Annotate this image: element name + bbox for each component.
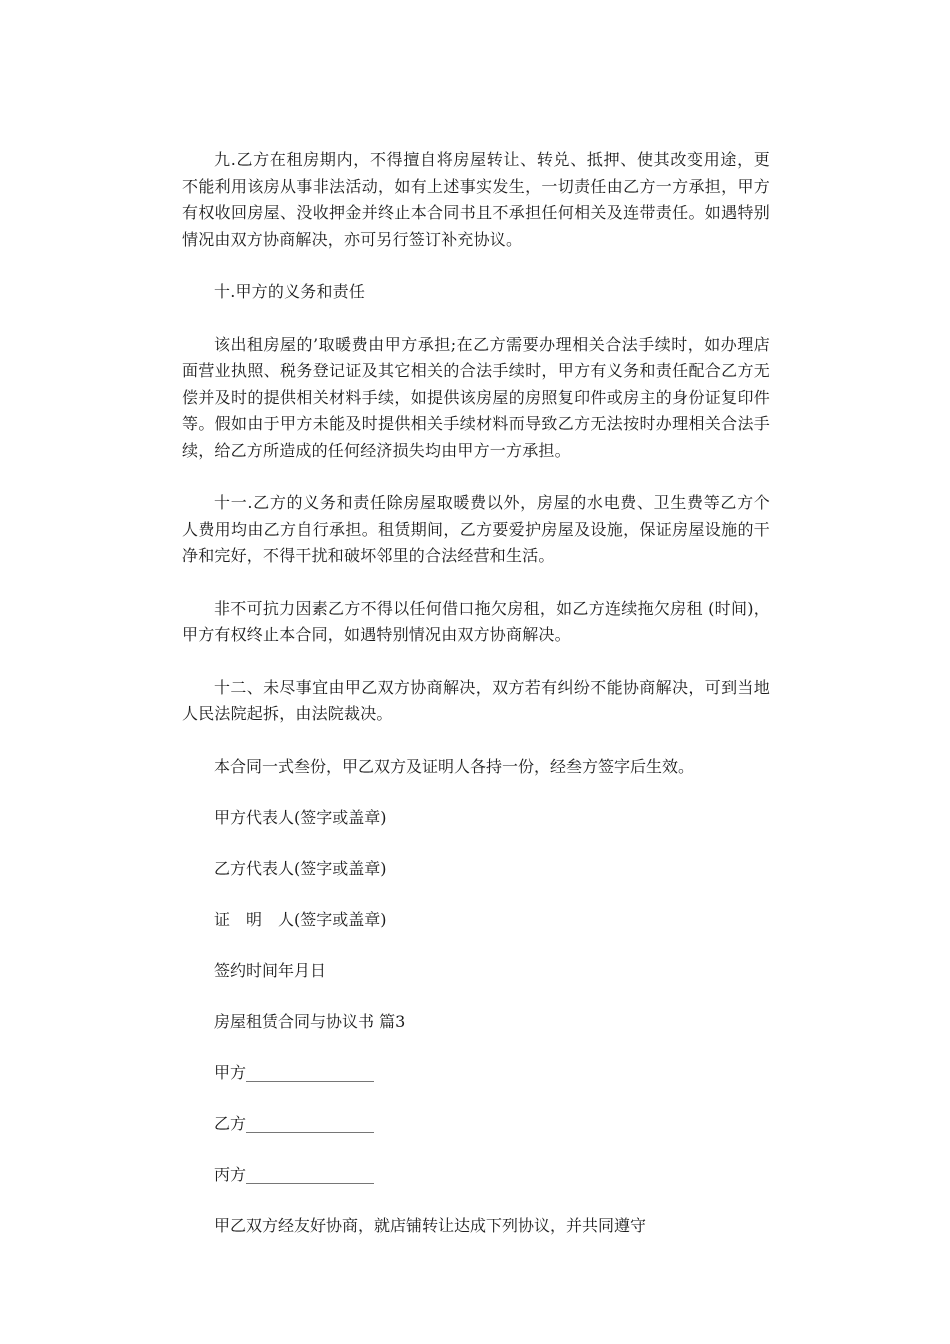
signing-date-line: 签约时间年月日 xyxy=(214,960,327,980)
clause-12-paragraph: 十二、未尽事宜由甲乙双方协商解决，双方若有纠纷不能协商解决，可到当地人民法院起拆，由法院裁决。 xyxy=(182,677,770,723)
rent-arrears-paragraph: 非不可抗力因素乙方不得以任何借口拖欠房租，如乙方连续拖欠房租 (时间)，甲方有权终止本合同，如遇特别情况由双方协商解决。 xyxy=(182,598,770,644)
clause-11-paragraph: 十一.乙方的义务和责任除房屋取暖费以外，房屋的水电费、卫生费等乙方个人费用均由乙方自行承担。租赁期间，乙方要爱护房屋及设施，保证房屋设施的干净和完好，不得干扰和破坏邻里的合法经营和生活。 xyxy=(182,493,770,565)
clause-9-paragraph: 九.乙方在租房期内，不得擅自将房屋转让、转兑、抵押、使其改变用途，更不能利用该房从事非法活动，如有上述事实发生，一切责任由乙方一方承担，甲方有权收回房屋、没收押金并终止本合同书且不承担任何相关及连带责任。如遇特别情况由双方协商解决，亦可另行签订补充协议。 xyxy=(182,150,770,249)
document-body xyxy=(182,147,770,1264)
clause-10-heading: 十.甲方的义务和责任 xyxy=(214,282,366,301)
section-title: 房屋租赁合同与协议书 篇3 xyxy=(214,1011,406,1031)
clause-10-paragraph: 该出租房屋的’取暖费由甲方承担;在乙方需要办理相关合法手续时，如办理店面营业执照、税务登记证及其它相关的合法手续时，甲方有义务和责任配合乙方无偿并及时的提供相关材料手续，如提供该房屋的房照复印件或房主的身份证复印件等。假如由于甲方未能及时提供相关手续材料而导致乙方无法按时办理相关合法手续，给乙方所造成的任何经济损失均由甲方一方承担。 xyxy=(182,334,770,460)
party-b-signature-line: 乙方代表人(签字或盖章) xyxy=(214,858,387,878)
party-c-blank: 丙方________________ xyxy=(214,1164,375,1184)
party-b-blank: 乙方________________ xyxy=(214,1113,375,1133)
agreement-intro: 甲乙双方经友好协商，就店铺转让达成下列协议，并共同遵守 xyxy=(214,1215,647,1235)
party-a-blank: 甲方________________ xyxy=(214,1062,375,1082)
party-a-signature-line: 甲方代表人(签字或盖章) xyxy=(214,807,387,827)
witness-signature-line: 证 明 人(签字或盖章) xyxy=(214,909,387,929)
copies-statement: 本合同一式叁份，甲乙双方及证明人各持一份，经叁方签字后生效。 xyxy=(214,756,695,776)
